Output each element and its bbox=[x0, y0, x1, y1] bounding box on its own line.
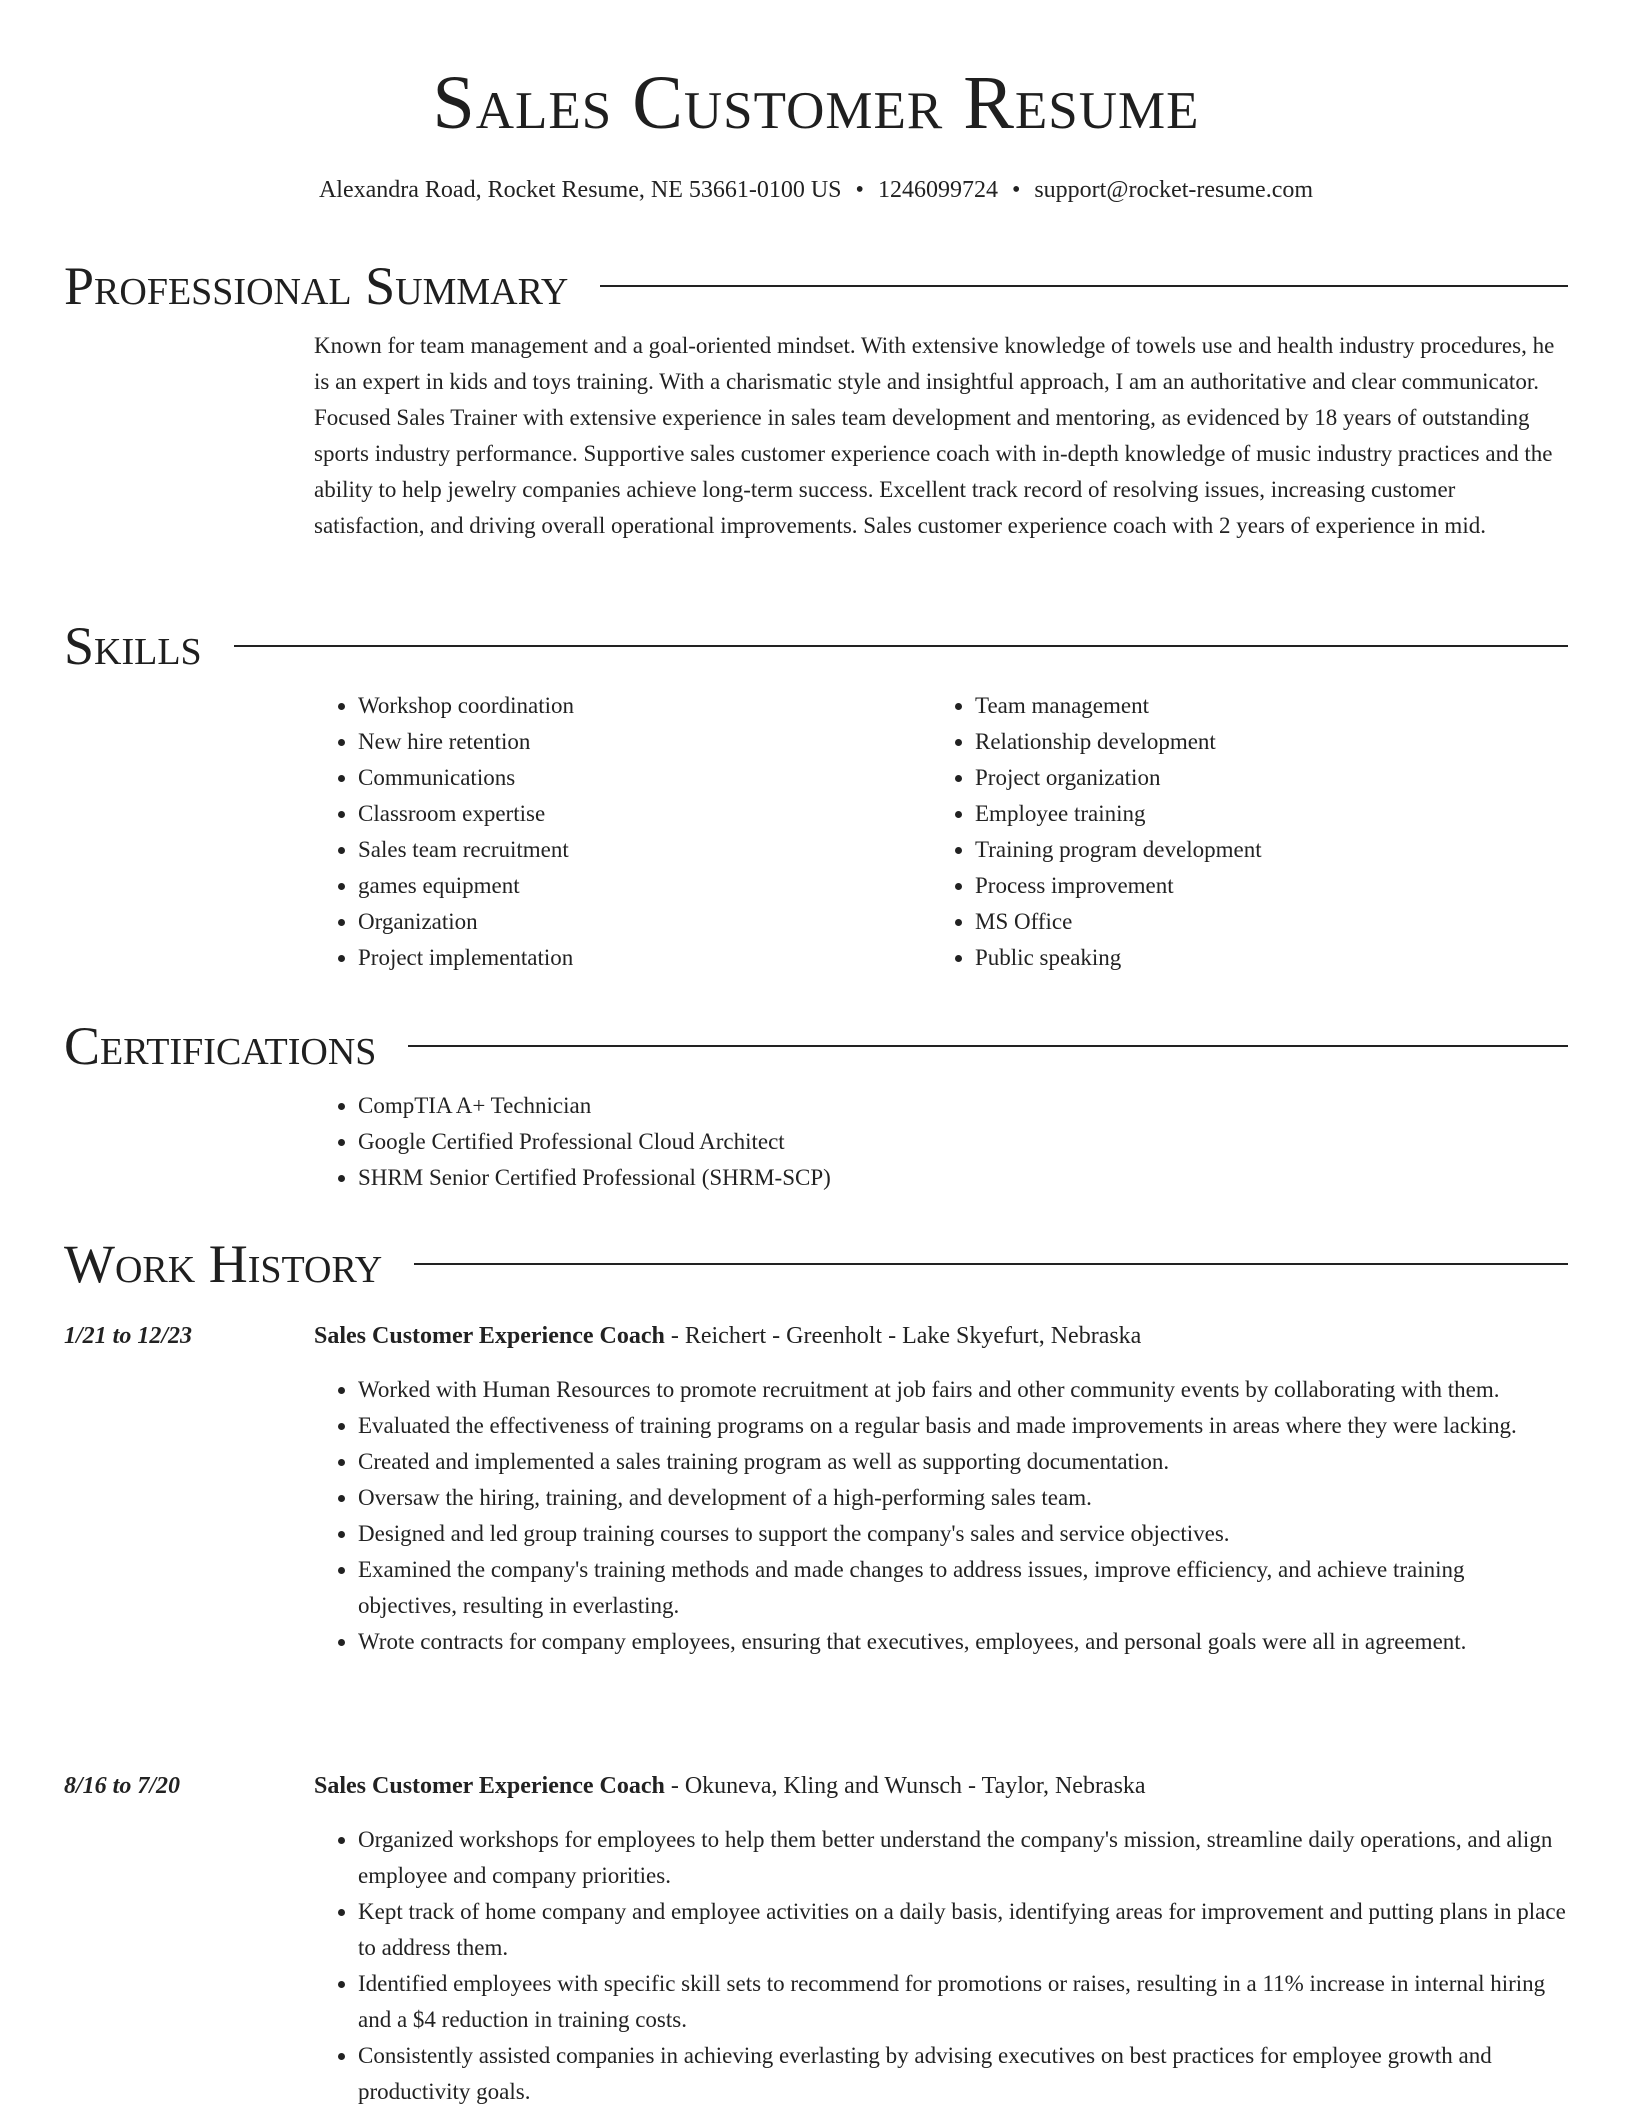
job-bullet: • Oversaw the hiring, training, and development of a high-performing sales team. bbox=[358, 1480, 1568, 1516]
job-heading bbox=[314, 1318, 1141, 1354]
job-bullets-wrap bbox=[314, 1822, 1568, 2110]
job-bullet: • Evaluated the effectiveness of training programs on a regular basis and made improvements in areas where they were lacking. bbox=[358, 1408, 1568, 1444]
work-history-section bbox=[64, 1232, 1568, 2112]
work-history-title: Work History bbox=[64, 1234, 383, 1294]
skills-columns bbox=[314, 688, 1568, 976]
job-employer: - Reichert - Greenholt - Lake Skyefurt, Nebraska bbox=[664, 1323, 1142, 1349]
skill-item: • Process improvement bbox=[975, 868, 1548, 904]
skill-item: • Communications bbox=[358, 760, 931, 796]
job-title: Sales Customer Experience Coach bbox=[314, 1323, 665, 1349]
certifications-list-wrap bbox=[314, 1088, 1568, 1196]
skill-item: • Team management bbox=[975, 688, 1548, 724]
job-bullets bbox=[314, 1822, 1568, 2110]
skill-item: • Project organization bbox=[975, 760, 1548, 796]
job-bullet: • Worked with Human Resources to promote recruitment at job fairs and other community events by collaborating with them. bbox=[358, 1372, 1568, 1408]
section-divider bbox=[600, 285, 1568, 287]
skills-column-left bbox=[314, 688, 931, 976]
contact-line bbox=[0, 175, 1632, 205]
skills-column-right bbox=[931, 688, 1548, 976]
certifications-list bbox=[314, 1088, 1568, 1196]
skill-item: • Relationship development bbox=[975, 724, 1548, 760]
skills-header bbox=[64, 614, 1568, 678]
certifications-title: Certifications bbox=[64, 1016, 377, 1076]
skill-item: • Classroom expertise bbox=[358, 796, 931, 832]
job-entry bbox=[64, 1318, 1568, 1718]
skills-title: Skills bbox=[64, 616, 202, 676]
section-divider bbox=[234, 645, 1568, 647]
section-divider bbox=[408, 1045, 1568, 1047]
resume-name: Sales Customer Resume bbox=[432, 61, 1200, 145]
work-history-header bbox=[64, 1232, 1568, 1296]
summary-header bbox=[64, 254, 1568, 318]
job-bullet: • Designed and led group training courses to support the company's sales and service objectives. bbox=[358, 1516, 1568, 1552]
job-bullets bbox=[314, 1372, 1568, 1660]
skill-item: • Organization bbox=[358, 904, 931, 940]
skills-section bbox=[64, 614, 1568, 994]
job-title: Sales Customer Experience Coach bbox=[314, 1773, 665, 1799]
job-bullet: • Examined the company's training methods and made changes to address issues, improve efficiency, and achieve training objectives, resulting in everlasting. bbox=[358, 1552, 1568, 1624]
skills-list-right bbox=[931, 688, 1548, 976]
skill-item: • Training program development bbox=[975, 832, 1548, 868]
certification-item: • CompTIA A+ Technician bbox=[358, 1088, 1568, 1124]
contact-email: support@rocket-resume.com bbox=[1034, 177, 1314, 203]
job-entry bbox=[64, 1768, 1568, 2108]
skill-item: • games equipment bbox=[358, 868, 931, 904]
summary-title: Professional Summary bbox=[64, 256, 569, 316]
summary-section bbox=[64, 254, 1568, 594]
contact-separator: • bbox=[855, 177, 864, 203]
certifications-section bbox=[64, 1014, 1568, 1204]
contact-separator: • bbox=[1011, 177, 1021, 203]
certification-item: • SHRM Senior Certified Professional (SHRM-SCP) bbox=[358, 1160, 1568, 1196]
skill-item: • Employee training bbox=[975, 796, 1548, 832]
job-bullet: • Wrote contracts for company employees, ensuring that executives, employees, and personal goals were all in agreement. bbox=[358, 1624, 1568, 1660]
job-heading bbox=[314, 1768, 1146, 1804]
skills-list-left bbox=[314, 688, 931, 976]
skill-item: • Public speaking bbox=[975, 940, 1548, 976]
contact-phone: 1246099724 bbox=[877, 177, 998, 203]
skill-item: • New hire retention bbox=[358, 724, 931, 760]
contact-address: Alexandra Road, Rocket Resume, NE 53661-0100 US bbox=[318, 177, 842, 203]
job-bullet: • Kept track of home company and employee activities on a daily basis, identifying areas for improvement and putting plans in place to address them. bbox=[358, 1894, 1568, 1966]
skill-item: • MS Office bbox=[975, 904, 1548, 940]
job-bullet: • Created and implemented a sales training program as well as supporting documentation. bbox=[358, 1444, 1568, 1480]
job-bullet: • Consistently assisted companies in achieving everlasting by advising executives on best practices for employee growth and productivity goals. bbox=[358, 2038, 1568, 2110]
skill-item: • Project implementation bbox=[358, 940, 931, 976]
job-bullet: • Organized workshops for employees to help them better understand the company's mission, streamline daily operations, and align employee and company priorities. bbox=[358, 1822, 1568, 1894]
certification-item: • Google Certified Professional Cloud Architect bbox=[358, 1124, 1568, 1160]
job-bullets-wrap bbox=[314, 1372, 1568, 1660]
skill-item: • Workshop coordination bbox=[358, 688, 931, 724]
certifications-header bbox=[64, 1014, 1568, 1078]
job-bullet: • Identified employees with specific skill sets to recommend for promotions or raises, resulting in a 11% increase in internal hiring and a $4 reduction in training costs. bbox=[358, 1966, 1568, 2038]
job-dates: 1/21 to 12/23 bbox=[64, 1323, 193, 1349]
section-divider bbox=[414, 1263, 1568, 1265]
skill-item: • Sales team recruitment bbox=[358, 832, 931, 868]
job-employer: - Okuneva, Kling and Wunsch - Taylor, Nebraska bbox=[664, 1773, 1146, 1799]
job-dates: 8/16 to 7/20 bbox=[64, 1773, 181, 1799]
summary-text: Known for team management and a goal-oriented mindset. With extensive knowledge of towels use and health industry procedures, he is an expert in kids and toys training. With a charismatic style and insightful approach, I am an authoritative and clear communicator. Focused Sales Trainer with extensive experience in sales team development and mentoring, as evidenced by 18 years of outstanding sports industry performance. Supportive sales customer experience coach with in-depth knowledge of music industry practices and the ability to help jewelry companies achieve long-term success. Excellent track record of resolving issues, increasing customer satisfaction, and driving overall operational improvements. Sales customer experience coach with 2 years of experience in mid. bbox=[314, 333, 1555, 538]
